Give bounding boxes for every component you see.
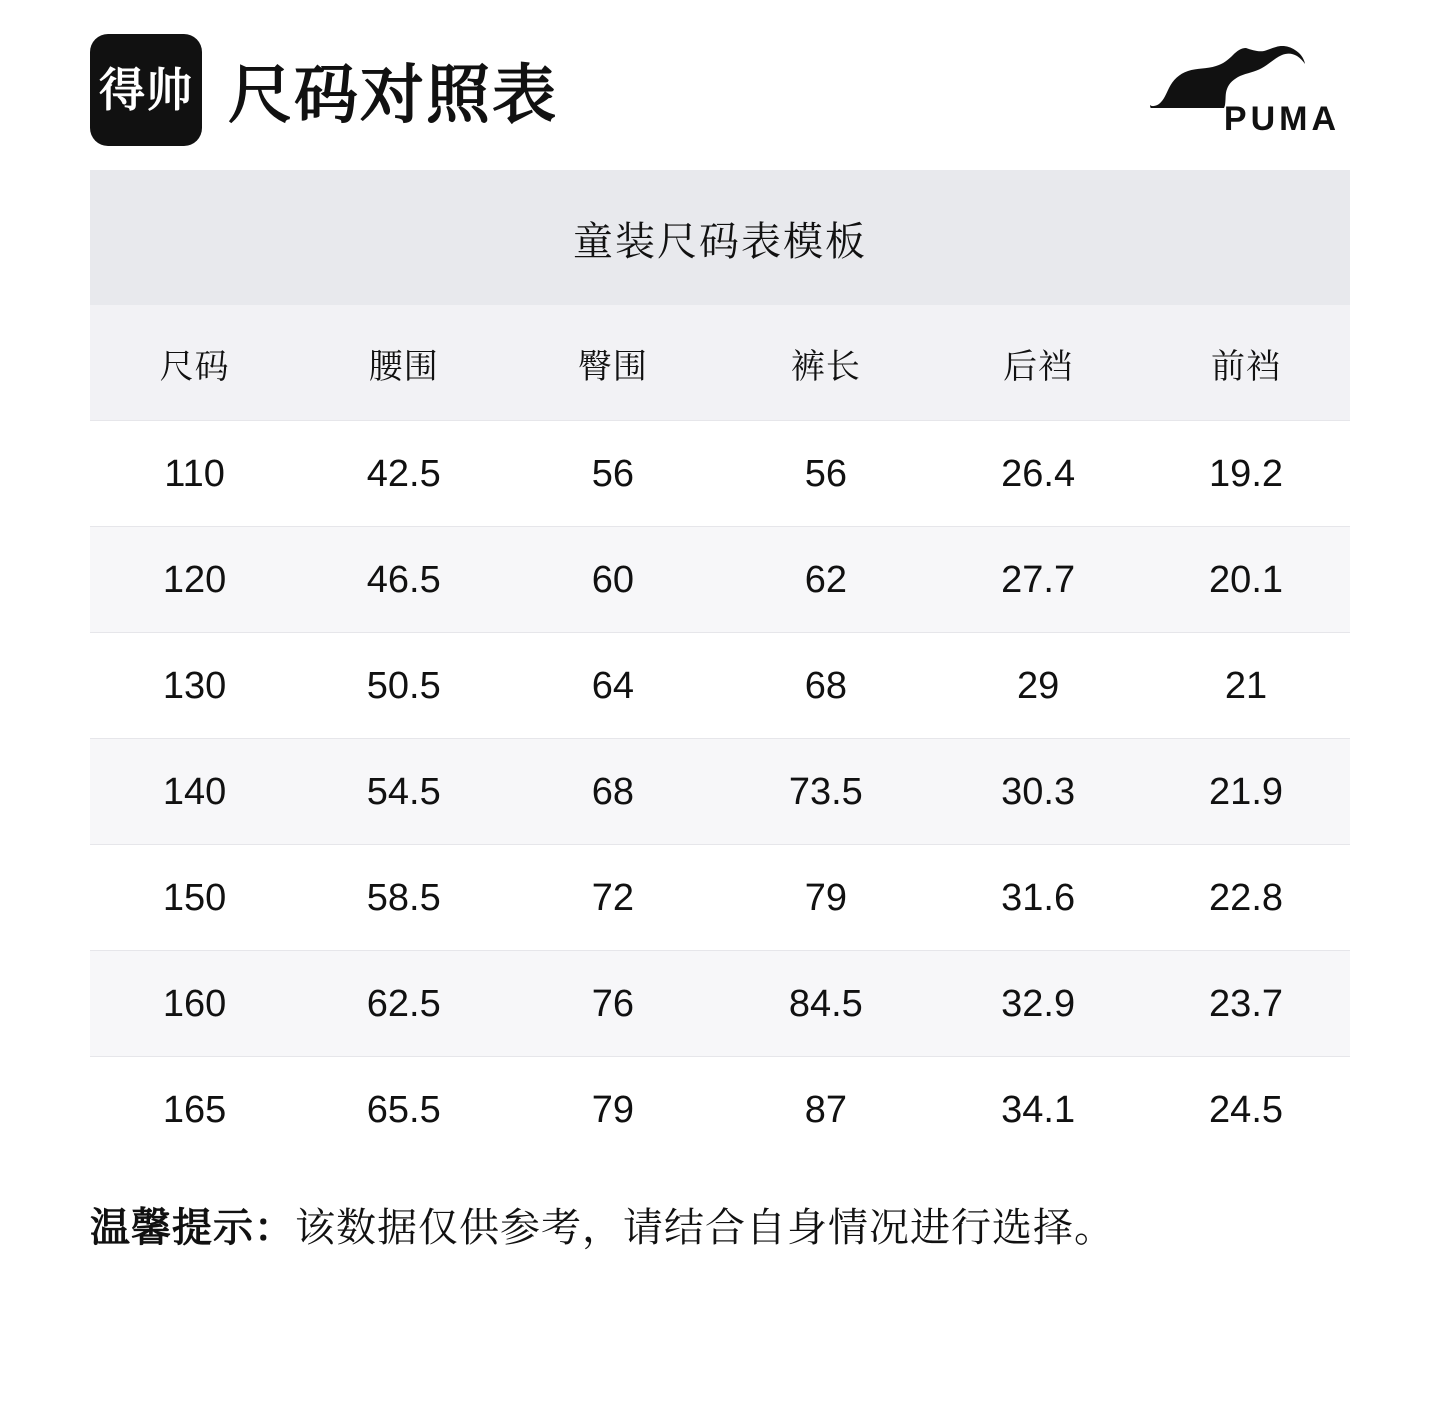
cell-front-rise: 24.5 xyxy=(1142,1057,1350,1163)
disclaimer-note xyxy=(90,1196,1350,1253)
cell-size: 140 xyxy=(90,739,299,845)
cell-size: 150 xyxy=(90,845,299,951)
cell-size: 165 xyxy=(90,1057,299,1163)
brand-badge xyxy=(90,34,202,146)
column-header-back-rise: 后裆 xyxy=(934,305,1142,421)
cell-waist: 65.5 xyxy=(299,1057,508,1163)
cell-front-rise: 22.8 xyxy=(1142,845,1350,951)
column-header-front-rise: 前裆 xyxy=(1142,305,1350,421)
table-row xyxy=(90,421,1350,527)
cell-front-rise: 19.2 xyxy=(1142,421,1350,527)
cell-pant-length: 62 xyxy=(717,527,934,633)
size-table-container xyxy=(90,170,1350,1162)
cell-hip: 60 xyxy=(508,527,717,633)
disclaimer-label: 温馨提示： xyxy=(90,1206,295,1250)
table-row xyxy=(90,845,1350,951)
puma-cat-icon xyxy=(1150,42,1340,108)
cell-hip: 64 xyxy=(508,633,717,739)
table-header-row xyxy=(90,305,1350,421)
size-table xyxy=(90,170,1350,1162)
cell-size: 130 xyxy=(90,633,299,739)
cell-back-rise: 29 xyxy=(934,633,1142,739)
cell-pant-length: 68 xyxy=(717,633,934,739)
cell-back-rise: 30.3 xyxy=(934,739,1142,845)
table-row xyxy=(90,527,1350,633)
table-row xyxy=(90,1057,1350,1163)
cell-waist: 42.5 xyxy=(299,421,508,527)
cell-pant-length: 84.5 xyxy=(717,951,934,1057)
cell-hip: 76 xyxy=(508,951,717,1057)
cell-size: 120 xyxy=(90,527,299,633)
cell-pant-length: 87 xyxy=(717,1057,934,1163)
size-table-caption: 童装尺码表模板 xyxy=(90,170,1350,305)
cell-waist: 58.5 xyxy=(299,845,508,951)
cell-waist: 62.5 xyxy=(299,951,508,1057)
column-header-pant-length: 裤长 xyxy=(717,305,934,421)
table-row xyxy=(90,951,1350,1057)
column-header-waist: 腰围 xyxy=(299,305,508,421)
page-header xyxy=(90,0,1350,170)
cell-hip: 79 xyxy=(508,1057,717,1163)
puma-logo xyxy=(1150,42,1350,139)
table-row xyxy=(90,633,1350,739)
cell-front-rise: 23.7 xyxy=(1142,951,1350,1057)
cell-hip: 56 xyxy=(508,421,717,527)
cell-hip: 68 xyxy=(508,739,717,845)
cell-waist: 54.5 xyxy=(299,739,508,845)
cell-pant-length: 79 xyxy=(717,845,934,951)
column-header-size: 尺码 xyxy=(90,305,299,421)
cell-waist: 46.5 xyxy=(299,527,508,633)
cell-front-rise: 20.1 xyxy=(1142,527,1350,633)
cell-back-rise: 26.4 xyxy=(934,421,1142,527)
cell-back-rise: 32.9 xyxy=(934,951,1142,1057)
cell-back-rise: 27.7 xyxy=(934,527,1142,633)
cell-size: 160 xyxy=(90,951,299,1057)
column-header-hip: 臀围 xyxy=(508,305,717,421)
disclaimer-text: 该数据仅供参考，请结合自身情况进行选择。 xyxy=(295,1206,1115,1250)
cell-back-rise: 34.1 xyxy=(934,1057,1142,1163)
cell-size: 110 xyxy=(90,421,299,527)
cell-pant-length: 56 xyxy=(717,421,934,527)
cell-waist: 50.5 xyxy=(299,633,508,739)
cell-back-rise: 31.6 xyxy=(934,845,1142,951)
cell-front-rise: 21.9 xyxy=(1142,739,1350,845)
page-title: 尺码对照表 xyxy=(228,59,558,131)
cell-front-rise: 21 xyxy=(1142,633,1350,739)
puma-wordmark: PUMA xyxy=(1223,99,1340,138)
brand-badge-label: 得帅 xyxy=(99,63,193,117)
cell-pant-length: 73.5 xyxy=(717,739,934,845)
table-row xyxy=(90,739,1350,845)
cell-hip: 72 xyxy=(508,845,717,951)
